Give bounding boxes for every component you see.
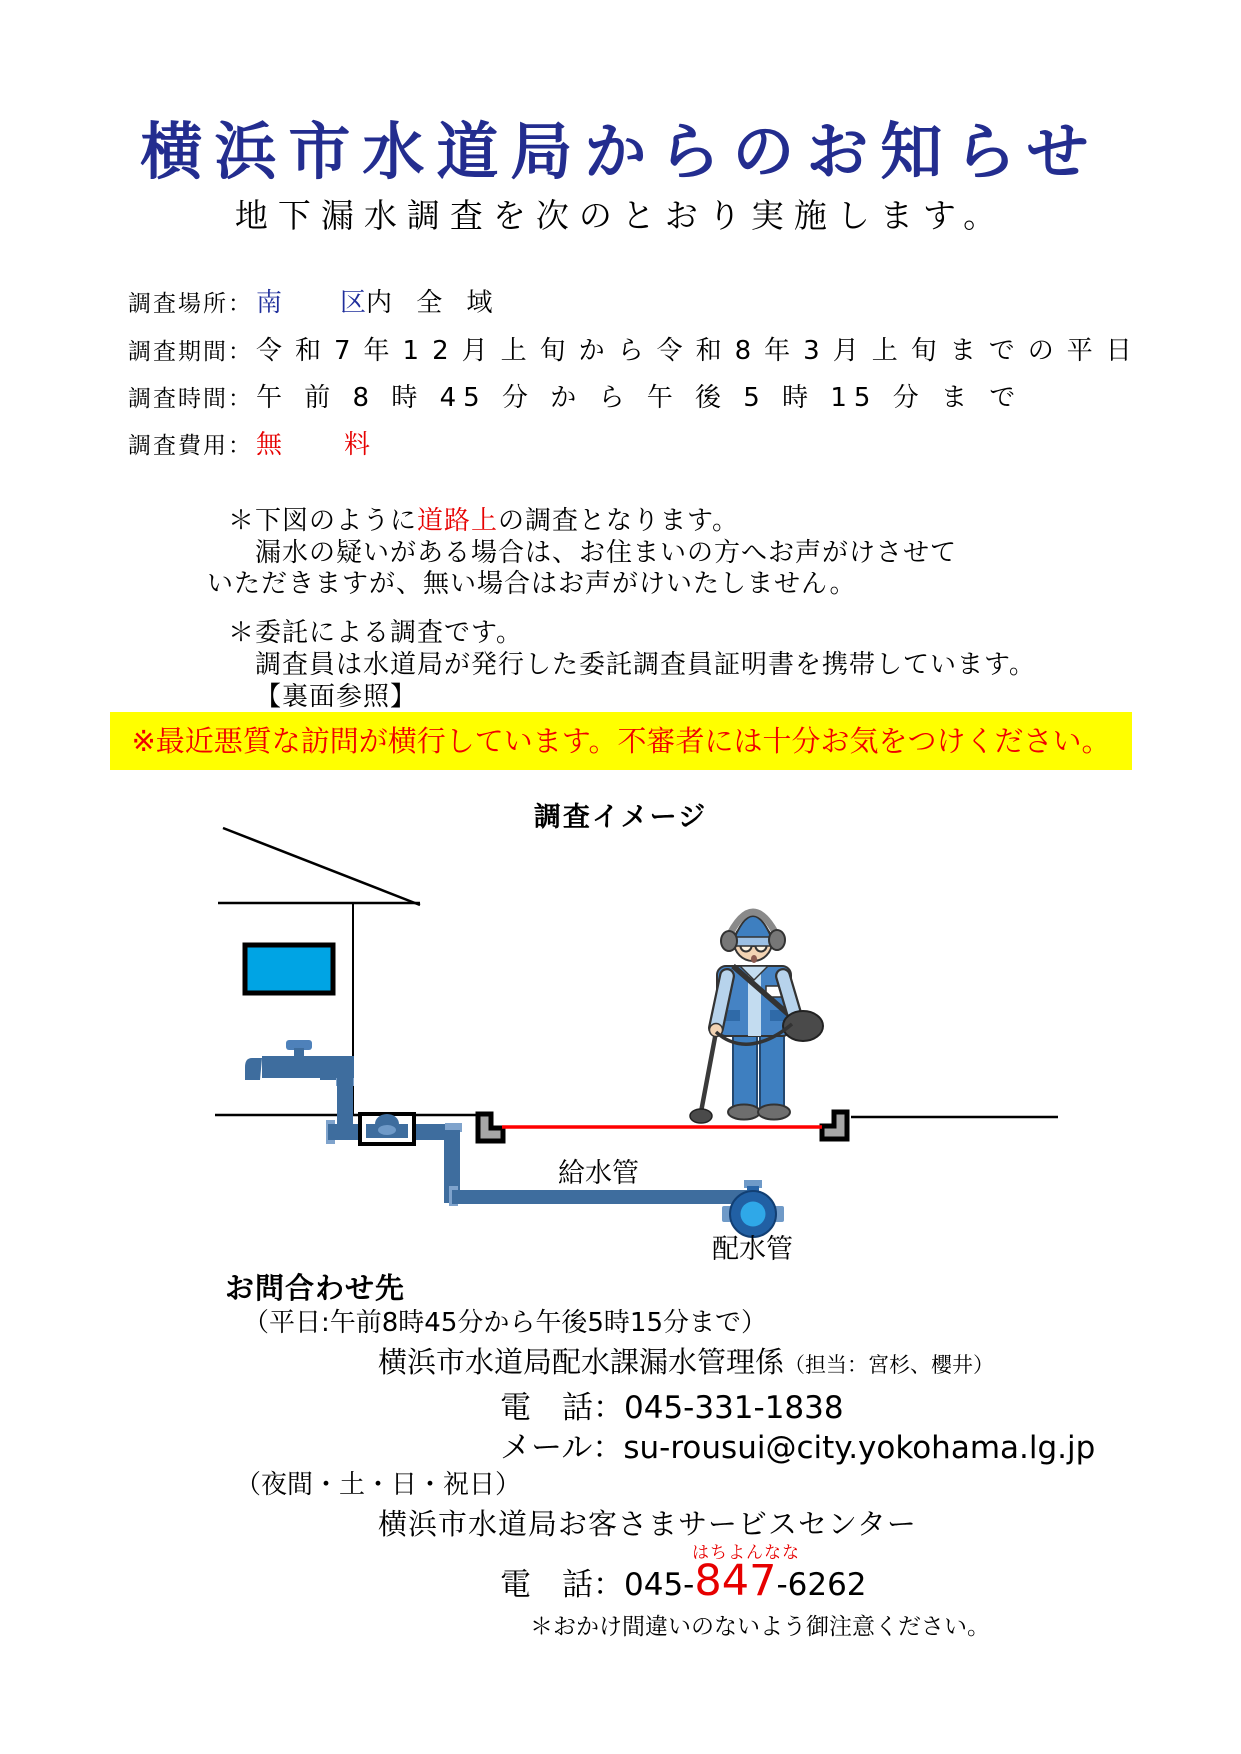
phone2-suffix: -6262: [776, 1567, 867, 1603]
location-rest: 内 全 域: [366, 288, 501, 318]
contact-heading: お問合わせ先: [225, 1271, 406, 1305]
distribution-valve: [722, 1180, 784, 1237]
curb-left: [478, 1114, 503, 1141]
ward-suffix: 区: [340, 288, 367, 318]
info-label-period: 調査期間：: [128, 339, 253, 365]
window: [245, 945, 333, 993]
period-value: 令和7年12月上旬から令和8年3月上旬までの平日: [256, 336, 1145, 366]
contact-phone-2: [500, 1556, 867, 1606]
hours-value: 午 前 8 時 45 分 か ら 午 後 5 時 15 分 ま で: [256, 383, 1023, 413]
info-label-fee: 調査費用：: [128, 433, 253, 459]
headphone-cup: [721, 931, 737, 951]
service-pipes: [245, 1040, 748, 1206]
note-para1-line2: 漏水の疑いがある場合は、お住まいの方へお声がけさせて: [255, 538, 958, 568]
stick-sensor: [690, 1109, 712, 1123]
phone-reading-ruby: はちよんなな: [692, 1543, 800, 1563]
dialing-caution-note: ＊おかけ間違いのないよう御注意ください。: [530, 1614, 990, 1640]
info-label-location: 調査場所：: [128, 291, 253, 317]
note-para2-line2: 調査員は水道局が発行した委託調査員証明書を携帯しています。: [255, 650, 1036, 680]
note-text-red: 道路上: [417, 506, 499, 536]
diagram-title: 調査イメージ: [533, 802, 708, 833]
note-para1-line3: いただきますが、無い場合はお声がけいたしません。: [207, 569, 857, 599]
contact-offhours: （夜間・土・日・祝日）: [235, 1470, 522, 1500]
info-label-hours: 調査時間：: [128, 386, 253, 412]
worker-figure: [690, 912, 823, 1123]
worker-shoe: [728, 1105, 760, 1120]
page-subtitle: 地下漏水調査を次のとおり実施します。: [234, 196, 1007, 235]
warning-banner: ※最近悪質な訪問が横行しています。不審者には十分お気をつけください。: [110, 712, 1132, 770]
phone2-prefix: 電 話：045-: [500, 1567, 695, 1603]
note-text: ＊下図のように: [228, 506, 418, 536]
supply-pipe: [452, 1190, 748, 1204]
worker-shoe: [758, 1105, 790, 1120]
headphone-cup: [769, 930, 785, 950]
department-staff: （担当：宮杉、櫻井）: [784, 1353, 995, 1377]
page-title: 横浜市水道局からのお知らせ: [140, 115, 1101, 188]
department-name: 横浜市水道局配水課漏水管理係: [378, 1345, 785, 1379]
faucet: [262, 1056, 326, 1078]
note-para2-line3: 【裏面参照】: [255, 682, 418, 712]
contact-email: メール：su-rousui@city.yokohama.lg.jp: [500, 1430, 1096, 1466]
fee-value-1: 無: [256, 430, 283, 460]
phone2-highlight: 847: [694, 1556, 777, 1606]
listening-stick: [701, 1032, 716, 1112]
contact-department: [378, 1340, 994, 1381]
contact-service-center: 横浜市水道局お客さまサービスセンター: [378, 1507, 917, 1541]
supply-pipe-label: 給水管: [558, 1158, 639, 1189]
fee-value-2: 料: [344, 430, 371, 460]
contact-phone-1: 電 話：045-331-1838: [500, 1390, 844, 1426]
curb-right: [822, 1112, 847, 1139]
note-para2-line1: ＊委託による調査です。: [228, 618, 523, 648]
note-text: の調査となります。: [498, 506, 739, 536]
contact-weekday-hours: （平日:午前8時45分から午後5時15分まで）: [243, 1308, 768, 1338]
distribution-pipe-label: 配水管: [712, 1234, 793, 1265]
ward-name: 南: [256, 288, 283, 318]
